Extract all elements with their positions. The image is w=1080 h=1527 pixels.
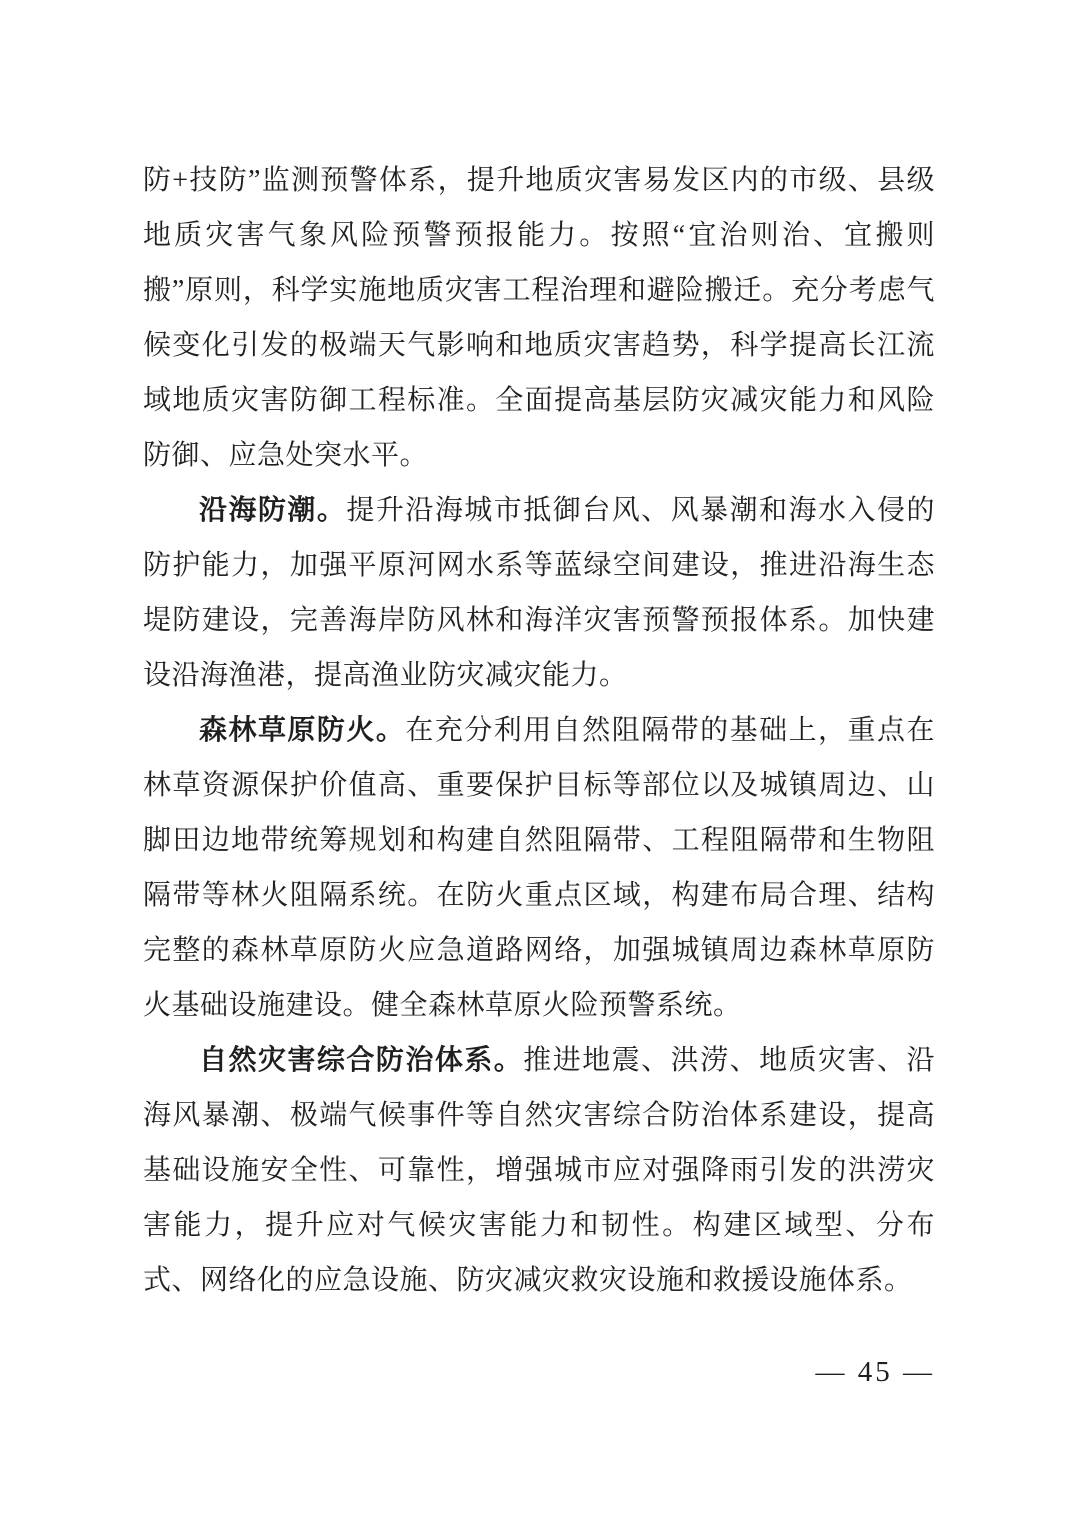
paragraph — [143, 483, 935, 703]
paragraph — [143, 1033, 935, 1308]
paragraph — [143, 153, 935, 483]
paragraph-text: 推进地震、洪涝、地质灾害、沿海风暴潮、极端气候事件等自然灾害综合防治体系建设，提高基础设施安全性、可靠性，增强城市应对强降雨引发的洪涝灾害能力，提升应对气候灾害能力和韧性。构建区域型、分布式、网络化的应急设施、防灾减灾救灾设施和救援设施体系。 — [143, 1045, 935, 1296]
paragraph-lead: 沿海防潮。 — [199, 495, 347, 526]
paragraph-text: 提升沿海城市抵御台风、风暴潮和海水入侵的防护能力，加强平原河网水系等蓝绿空间建设，推进沿海生态堤防建设，完善海岸防风林和海洋灾害预警预报体系。加快建设沿海渔港，提高渔业防灾减灾能力。 — [143, 495, 935, 691]
paragraph-lead: 森林草原防火。 — [199, 715, 406, 746]
document-body — [143, 153, 935, 1308]
paragraph-lead: 自然灾害综合防治体系。 — [199, 1045, 524, 1076]
paragraph — [143, 703, 935, 1033]
page-number: — 45 — — [815, 1356, 935, 1388]
paragraph-text: 在充分利用自然阻隔带的基础上，重点在林草资源保护价值高、重要保护目标等部位以及城镇周边、山脚田边地带统筹规划和构建自然阻隔带、工程阻隔带和生物阻隔带等林火阻隔系统。在防火重点区域，构建布局合理、结构完整的森林草原防火应急道路网络，加强城镇周边森林草原防火基础设施建设。健全森林草原火险预警系统。 — [143, 715, 935, 1021]
paragraph-text: 防+技防”监测预警体系，提升地质灾害易发区内的市级、县级地质灾害气象风险预警预报能力。按照“宜治则治、宜搬则搬”原则，科学实施地质灾害工程治理和避险搬迁。充分考虑气候变化引发的极端天气影响和地质灾害趋势，科学提高长江流域地质灾害防御工程标准。全面提高基层防灾减灾能力和风险防御、应急处突水平。 — [143, 165, 935, 471]
